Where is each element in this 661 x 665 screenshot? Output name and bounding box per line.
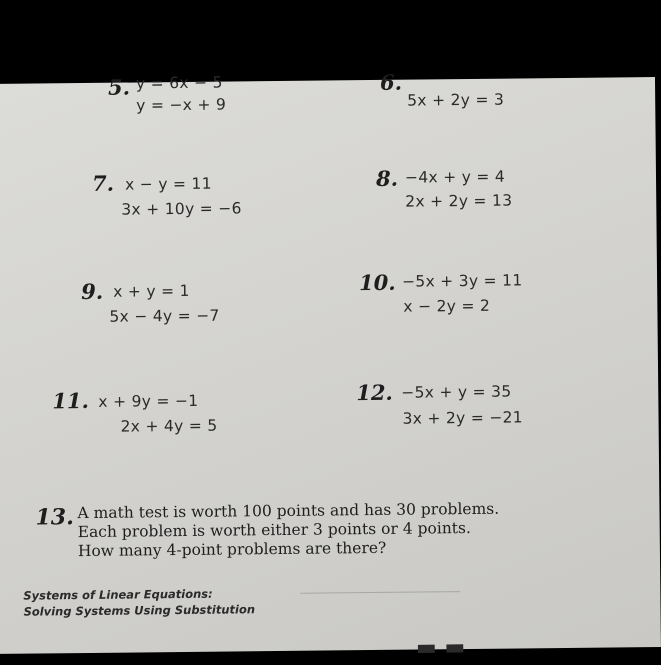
equation-2: 2x + 2y = 13	[405, 191, 513, 211]
footer-subtitle: Solving Systems Using Substitution	[23, 602, 256, 619]
equation-2: y = −x + 9	[136, 95, 227, 115]
footer-title: Systems of Linear Equations:	[23, 586, 213, 603]
problem-number: 8.	[375, 165, 399, 191]
worksheet-page	[0, 69, 661, 661]
problem-number: 9.	[81, 278, 104, 305]
equation-1: −5x + y = 35	[401, 382, 512, 402]
equation-2: 2x + 4y = 5	[120, 416, 218, 436]
equation-1: x − y = 11	[124, 174, 212, 194]
word-problem-line: How many 4-point problems are there?	[77, 538, 387, 561]
equation-2: x − 2y = 2	[403, 296, 491, 316]
equation-2: 5x + 2y = 3	[407, 90, 505, 110]
problem-13-text	[77, 500, 499, 561]
problem-number: 10.	[358, 269, 396, 296]
problem-number: 11.	[52, 387, 89, 414]
problem-13-number: 13.	[35, 504, 74, 531]
equation-2: 3x + 10y = −6	[121, 199, 242, 219]
equation-1: −4x + y = 4	[404, 167, 506, 187]
word-problem-line: A math test is worth 100 points and has 30 problems.	[77, 499, 500, 523]
equation-2: 3x + 2y = −21	[402, 408, 523, 428]
problem-number: 6.	[379, 69, 403, 95]
equation-1: x + 9y = −1	[98, 391, 199, 411]
equation-1: y = 6x − 5	[135, 73, 223, 93]
equation-2: 5x − 4y = −7	[109, 306, 220, 326]
equation-1: x + y = 1	[113, 281, 190, 301]
problem-number: 5.	[107, 74, 131, 100]
problem-number: 12.	[356, 379, 393, 406]
footer-caption	[23, 585, 255, 619]
footer-rule	[300, 591, 460, 594]
cut-off-page-marking: ▬ ▬	[415, 634, 466, 661]
equation-1: −5x + 3y = 11	[401, 271, 523, 291]
problem-number: 7.	[91, 170, 115, 196]
word-problem-line: Each problem is worth either 3 points or 4 points.	[77, 518, 471, 542]
